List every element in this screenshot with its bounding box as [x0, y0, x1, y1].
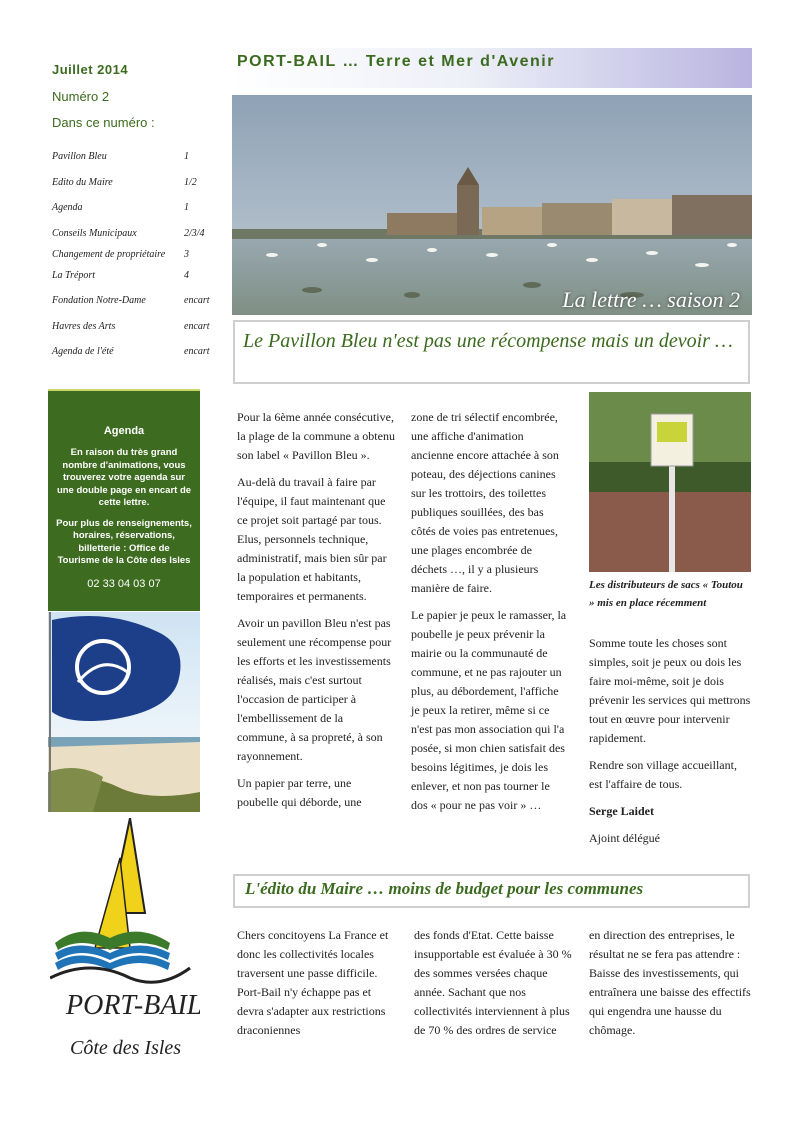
agenda-phone: 02 33 04 03 07	[87, 577, 161, 590]
toc-title: Agenda de l'été	[52, 346, 114, 357]
toc-item[interactable]	[52, 269, 212, 295]
dog-bag-dispenser-photo	[589, 392, 751, 572]
author-role: Ajoint délégué	[589, 831, 660, 845]
toc-title: Agenda	[52, 202, 83, 213]
logo-text-portbail: PORT-BAIL	[66, 990, 200, 1021]
toc-title: Fondation Notre-Dame	[52, 295, 146, 306]
blue-flag-photo	[48, 612, 200, 812]
author-name: Serge Laidet	[589, 804, 654, 818]
toc-title: La Tréport	[52, 269, 96, 281]
paragraph: en direction des entreprises, le résultat ne se fera pas attendre : Baisse des investissements, qui entraînera une baisse des effectifs qui engendra une hausse du chômage.	[589, 928, 751, 1037]
photo-caption-saison: La lettre … saison 2	[562, 287, 740, 312]
editorial-column-1	[237, 926, 395, 1048]
port-bail-logo	[50, 818, 200, 1068]
toc-item[interactable]	[52, 176, 212, 202]
toc-page: encart	[184, 295, 210, 306]
toc-page: 1/2	[184, 176, 197, 188]
editorial-headline-box	[233, 874, 750, 908]
toc-page: 1	[184, 151, 189, 162]
harbor-photo	[232, 95, 752, 315]
toc-heading: Dans ce numéro :	[52, 115, 155, 130]
article-column-3	[589, 634, 751, 856]
paragraph: zone de tri sélectif encombrée, une affiche d'animation ancienne encore attachée à son poteau, des déjections canines sur les trottoirs, des toilettes publiques souillées, des bas côtés de voies pas entretenues, une plages encombrée de déchets …, il y a plusieurs manière de faire.	[411, 410, 559, 595]
paragraph: Chers concitoyens La France et donc les collectivités locales traversent une passe difficile. Port-Bail n'y échappe pas et devra s'adapter aux restrictions draconiennes	[237, 928, 389, 1037]
issue-number: Numéro 2	[52, 89, 110, 104]
agenda-text: En raison du très grand nombre d'animations, vous trouverez votre agenda sur une double page en encart de cette lettre.	[56, 447, 192, 508]
toc-page: 1	[184, 202, 189, 213]
toc-page: 3	[184, 248, 189, 260]
editorial-headline: L'édito du Maire … moins de budget pour les communes	[245, 879, 644, 898]
toc-title: Pavillon Bleu	[52, 151, 107, 162]
paragraph: Somme toute les choses sont simples, soit je peux ou dois les faire moi-même, soit je dois prévenir les services qui mettrons tout en œuvre pour intervenir rapidement.	[589, 636, 751, 745]
toc-page: encart	[184, 320, 210, 332]
toc-page: encart	[184, 346, 210, 357]
paragraph: Un papier par terre, une poubelle qui déborde, une	[237, 776, 362, 809]
toc-item[interactable]	[52, 227, 212, 248]
paragraph: Rendre son village accueillant, est l'affaire de tous.	[589, 758, 737, 791]
toc-title: Changement de propriétaire	[52, 248, 166, 260]
newsletter-title: PORT-BAIL … Terre et Mer d'Avenir	[237, 53, 555, 70]
toc-item[interactable]	[52, 248, 212, 269]
agenda-contact-text: Pour plus de renseignements, horaires, réservations, billetterie : Office de Tourisme de la Côte des Isles	[56, 517, 192, 566]
paragraph: Au-delà du travail à faire par l'équipe, il faut maintenant que ce projet soit partagé par tous. Elus, personnels technique, administratif, mais bien sûr par la population et habitants, temporaires et permanents.	[237, 475, 387, 603]
table-of-contents	[52, 150, 212, 371]
toc-item[interactable]	[52, 201, 212, 227]
toc-page: 4	[184, 269, 189, 281]
paragraph: Le papier je peux le ramasser, la poubelle je peux prévenir la mairie ou la communauté de commune, et ne pas rajouter un plus, au débordement, l'affiche je peux la retirer, même si ce n'est pas mon association qui l'a posée, si mon chien satisfait des besoins légitimes, je dois les enlever, et non pas tourner le dos « pour ne pas voir » …	[411, 608, 567, 812]
article-headline: Le Pavillon Bleu n'est pas une récompense mais un devoir …	[243, 330, 733, 352]
toc-item[interactable]	[52, 320, 212, 346]
paragraph: des fonds d'Etat. Cette baisse insupportable est évaluée à 30 % des sommes versées chaque année. Sachant que nos collectivités interviennent à plus de 70 % des ordres de service	[414, 928, 572, 1037]
paragraph: Avoir un pavillon Bleu n'est pas seulement une récompense pour les efforts et les investissements réalisés, mais c'est surtout l'occasion de participer à l'embellissement de la commune, à sa propreté, à son rayonnement.	[237, 616, 392, 763]
editorial-column-3	[589, 926, 751, 1048]
toc-page: 2/3/4	[184, 227, 205, 239]
article-headline-box	[233, 320, 750, 384]
agenda-sidebar-box	[48, 389, 200, 611]
toc-item[interactable]	[52, 345, 212, 371]
toc-title: Edito du Maire	[52, 176, 113, 188]
article-column-1	[237, 408, 395, 820]
logo-text-cote: Côte des Isles	[70, 1037, 182, 1059]
agenda-title: Agenda	[103, 425, 145, 437]
paragraph: Pour la 6ème année consécutive, la plage de la commune a obtenu son label « Pavillon Bleu ».	[237, 410, 395, 462]
editorial-column-2	[414, 926, 572, 1048]
issue-month: Juillet 2014	[52, 62, 129, 77]
toc-item[interactable]	[52, 150, 212, 176]
toc-item[interactable]	[52, 294, 212, 320]
toc-title: Conseils Municipaux	[52, 227, 137, 239]
toc-title: Havres des Arts	[52, 320, 116, 332]
article-column-2	[411, 408, 569, 823]
photo-caption-dispensers: Les distributeurs de sacs « Toutou » mis en place récemment	[589, 579, 743, 609]
